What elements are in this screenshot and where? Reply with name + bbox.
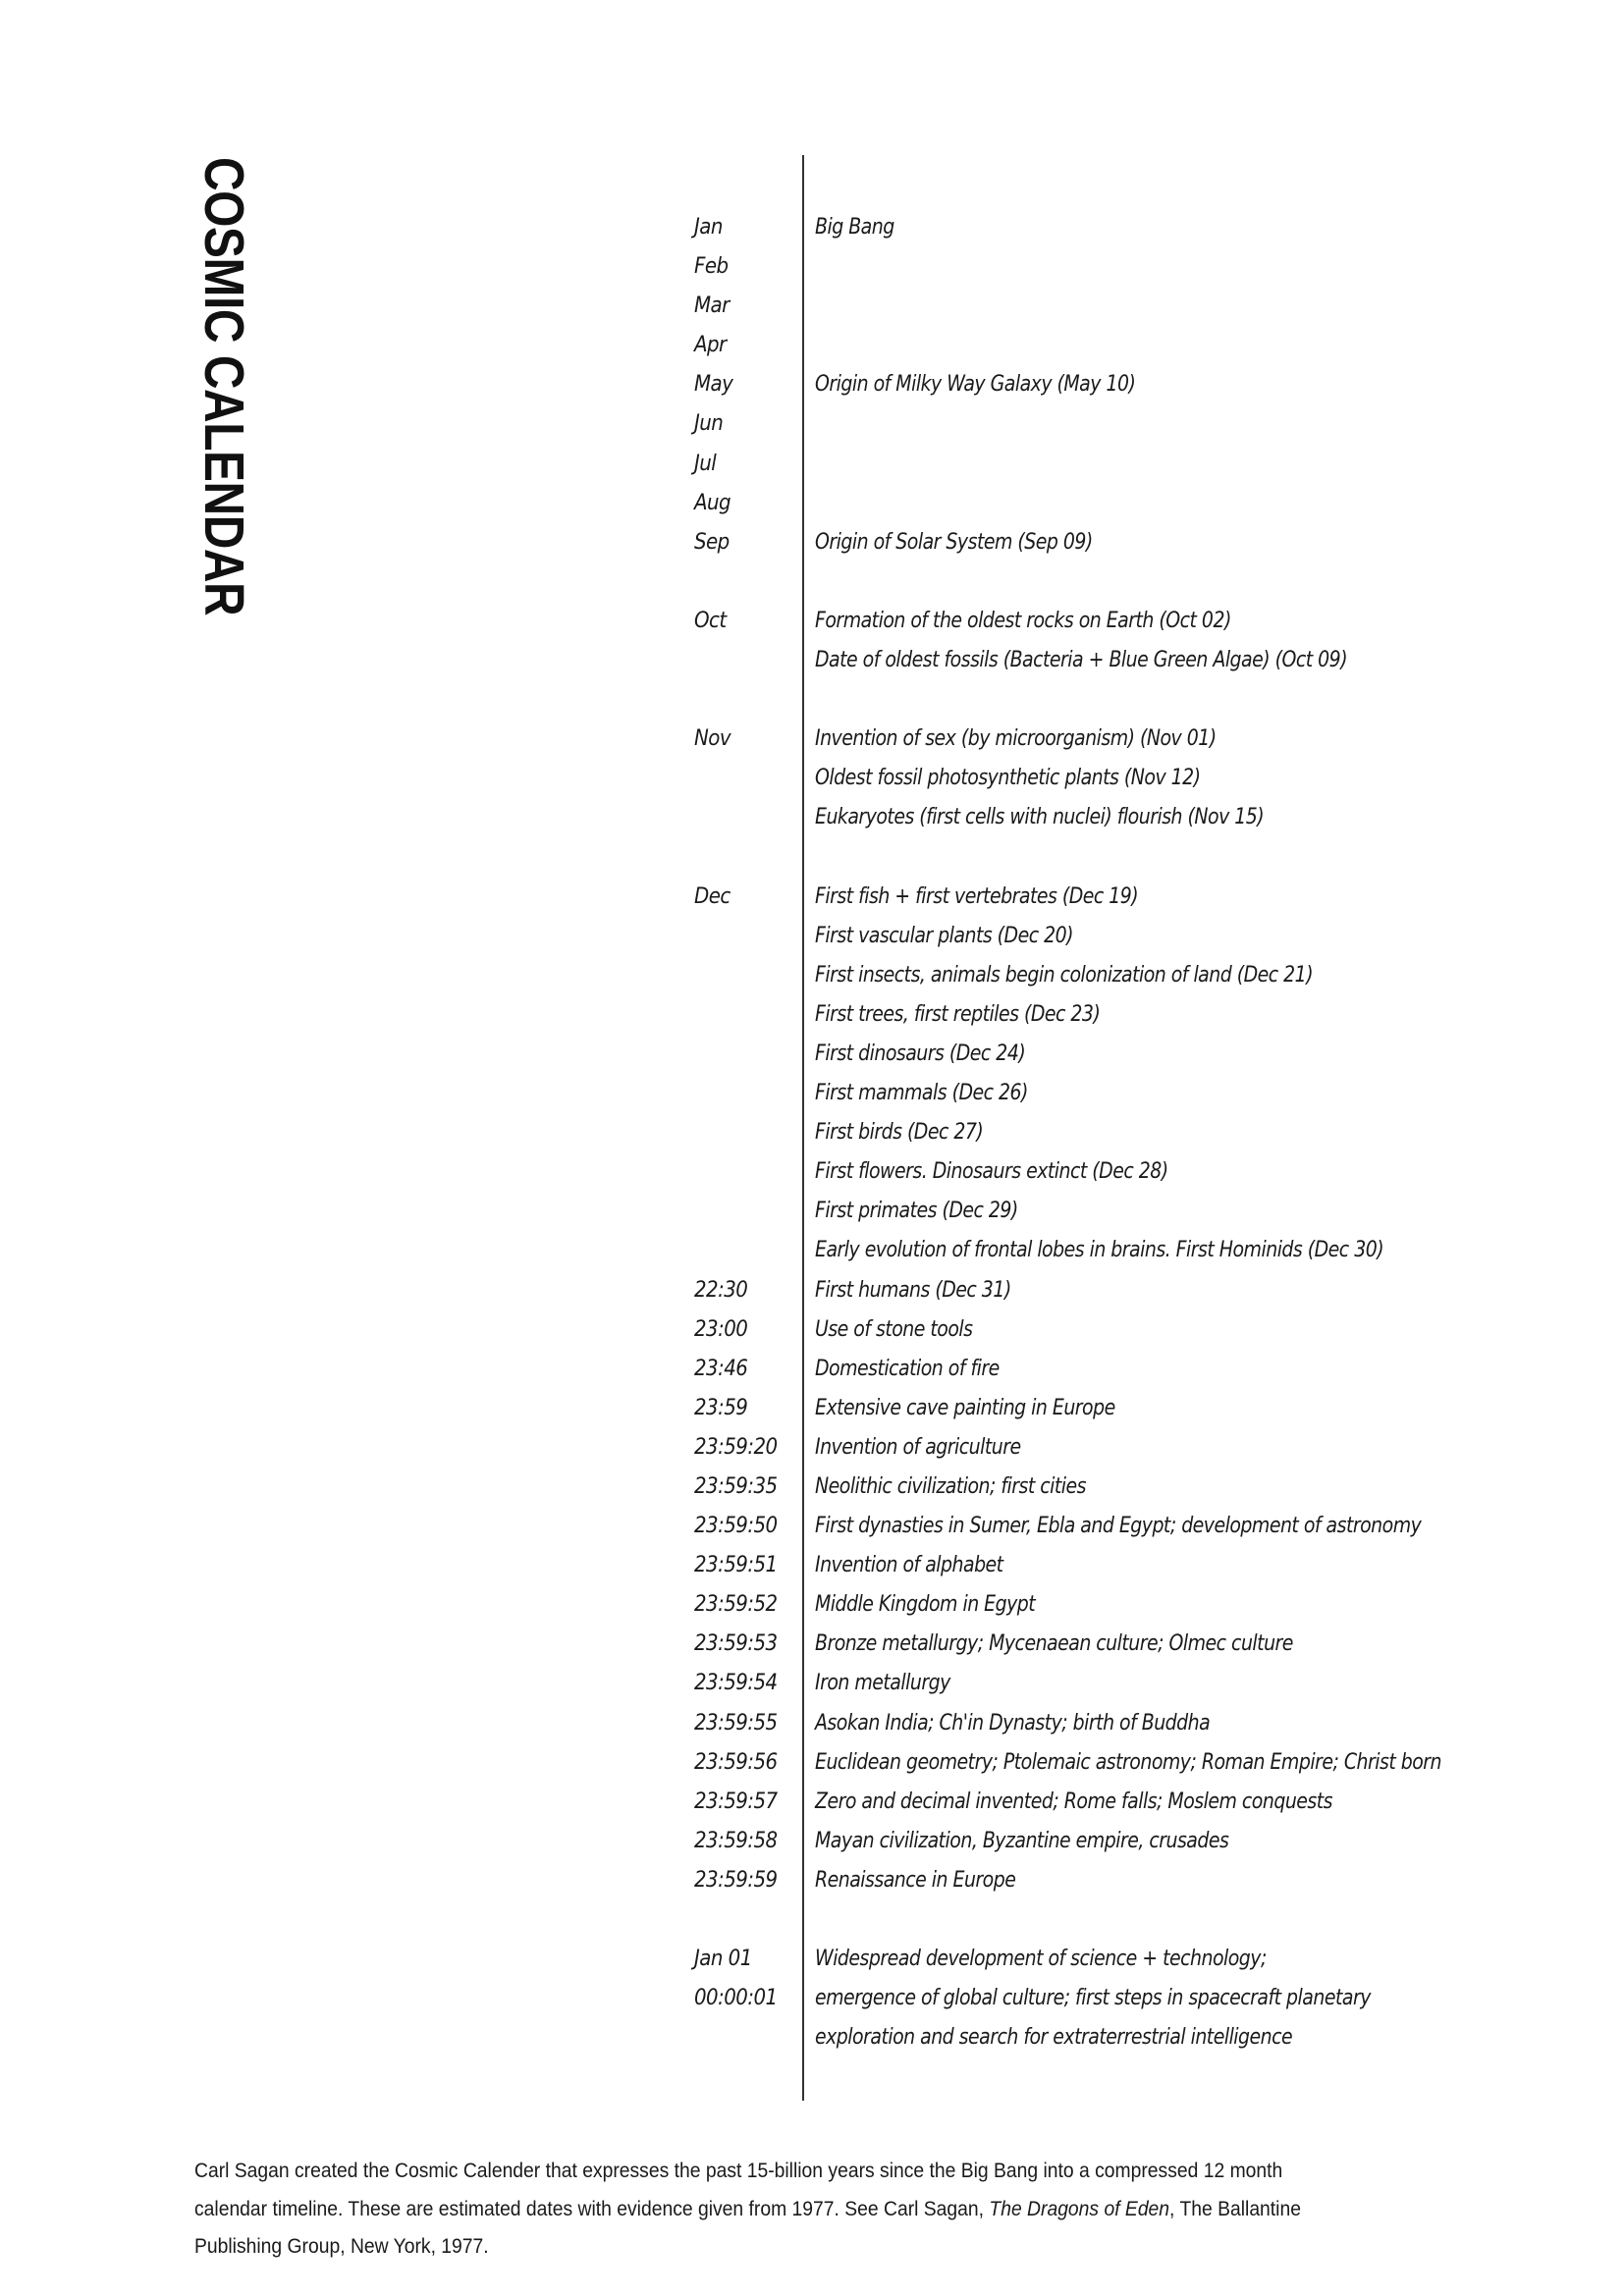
timeline-event: emergence of global culture; first steps in spacecraft planetary xyxy=(815,1986,1371,2011)
timeline-event: Mayan civilization, Byzantine empire, crusades xyxy=(815,1828,1229,1853)
footer-line-2 xyxy=(194,2191,1360,2229)
footer-line-2-tail: , The Ballantine xyxy=(1169,2197,1301,2220)
timeline-date: 23:59:50 xyxy=(694,1514,778,1539)
footer-line-3: Publishing Group, New York, 1977. xyxy=(194,2235,489,2258)
timeline-date: 23:59:53 xyxy=(694,1631,778,1657)
timeline-date: Nov xyxy=(694,726,731,752)
timeline-event: Zero and decimal invented; Rome falls; Moslem conquests xyxy=(815,1789,1333,1814)
timeline-row xyxy=(0,1900,1624,1940)
timeline-row xyxy=(0,602,1624,641)
timeline-event: Early evolution of frontal lobes in brains. First Hominids (Dec 30) xyxy=(815,1238,1384,1263)
timeline-date: Mar xyxy=(694,294,730,319)
timeline-row xyxy=(0,1507,1624,1546)
timeline-row xyxy=(0,995,1624,1035)
timeline-event: Big Bang xyxy=(815,215,894,240)
timeline-date: 23:59:57 xyxy=(694,1789,778,1814)
timeline-event: Use of stone tools xyxy=(815,1316,973,1342)
timeline-event: Eukaryotes (first cells with nuclei) flourish (Nov 15) xyxy=(815,805,1265,830)
timeline-row xyxy=(0,523,1624,562)
timeline-date: 23:59:59 xyxy=(694,1867,778,1893)
timeline-row xyxy=(0,2018,1624,2057)
timeline-row xyxy=(0,1074,1624,1113)
timeline-event: First fish + first vertebrates (Dec 19) xyxy=(815,883,1139,909)
timeline-row xyxy=(0,1625,1624,1664)
timeline-date: 00:00:01 xyxy=(694,1986,778,2011)
timeline-event: First primates (Dec 29) xyxy=(815,1199,1018,1224)
timeline-row xyxy=(0,1940,1624,1979)
timeline-row xyxy=(0,326,1624,365)
timeline-date: 23:46 xyxy=(694,1356,748,1381)
timeline-row xyxy=(0,720,1624,759)
timeline-date: 23:59:54 xyxy=(694,1671,778,1696)
timeline-date: Feb xyxy=(694,254,729,280)
timeline-row xyxy=(0,917,1624,956)
book-title: The Dragons of Eden xyxy=(989,2197,1170,2220)
timeline-row xyxy=(0,798,1624,837)
timeline-event: Euclidean geometry; Ptolemaic astronomy; Roman Empire; Christ born xyxy=(815,1749,1442,1775)
timeline-row xyxy=(0,1113,1624,1152)
timeline-row xyxy=(0,1979,1624,2018)
timeline-event: Date of oldest fossils (Bacteria + Blue Green Algae) (Oct 09) xyxy=(815,648,1348,673)
timeline-date: Aug xyxy=(694,490,731,515)
timeline-row xyxy=(0,1350,1624,1389)
timeline-event: Bronze metallurgy; Mycenaean culture; Olmec culture xyxy=(815,1631,1293,1657)
timeline-event: exploration and search for extraterrestrial intelligence xyxy=(815,2025,1293,2051)
timeline-event: Asokan India; Ch'in Dynasty; birth of Buddha xyxy=(815,1710,1211,1735)
timeline-row xyxy=(0,445,1624,484)
timeline-row xyxy=(0,1389,1624,1428)
timeline-event: Invention of sex (by microorganism) (Nov 01) xyxy=(815,726,1217,752)
timeline-event: Domestication of fire xyxy=(815,1356,1000,1381)
timeline-event: First trees, first reptiles (Dec 23) xyxy=(815,1001,1101,1027)
timeline-row xyxy=(0,1428,1624,1468)
timeline-date: Jan xyxy=(694,215,723,240)
timeline-date: Jul xyxy=(694,451,717,476)
timeline-event: Extensive cave painting in Europe xyxy=(815,1395,1115,1420)
timeline-row xyxy=(0,1231,1624,1270)
timeline-date: 23:59:35 xyxy=(694,1474,778,1499)
timeline-event: Origin of Solar System (Sep 09) xyxy=(815,529,1093,555)
page-title-text: COSMIC CALENDAR xyxy=(192,157,255,616)
timeline-event: First mammals (Dec 26) xyxy=(815,1081,1028,1106)
timeline-event: Oldest fossil photosynthetic plants (Nov 12) xyxy=(815,766,1201,791)
timeline-row xyxy=(0,641,1624,680)
timeline-date: Dec xyxy=(694,883,731,909)
timeline-row xyxy=(0,208,1624,247)
timeline-event: Iron metallurgy xyxy=(815,1671,950,1696)
timeline-row xyxy=(0,1546,1624,1585)
timeline-event: First insects, animals begin colonization of land (Dec 21) xyxy=(815,962,1314,988)
timeline-row xyxy=(0,956,1624,995)
timeline-row xyxy=(0,1861,1624,1900)
timeline-row xyxy=(0,1664,1624,1703)
timeline-event: Widespread development of science + technology; xyxy=(815,1947,1267,1972)
timeline-date: 23:59:56 xyxy=(694,1749,778,1775)
timeline-row xyxy=(0,838,1624,878)
timeline-row xyxy=(0,1743,1624,1783)
timeline-event: Invention of alphabet xyxy=(815,1553,1003,1578)
timeline-row xyxy=(0,1152,1624,1192)
timeline-event: First birds (Dec 27) xyxy=(815,1120,984,1146)
timeline-list xyxy=(0,208,1624,2057)
timeline-date: Oct xyxy=(694,608,727,633)
timeline-row xyxy=(0,484,1624,523)
timeline-date: Jun xyxy=(694,411,724,437)
timeline-date: 23:59:55 xyxy=(694,1710,778,1735)
timeline-row xyxy=(0,562,1624,602)
timeline-date: 23:59:58 xyxy=(694,1828,778,1853)
timeline-date: 23:59:20 xyxy=(694,1434,778,1460)
footer-note xyxy=(194,2153,1461,2267)
timeline-event: First vascular plants (Dec 20) xyxy=(815,923,1074,948)
timeline-date: 23:59 xyxy=(694,1395,748,1420)
timeline-row xyxy=(0,404,1624,444)
timeline-event: Formation of the oldest rocks on Earth (Oct 02) xyxy=(815,608,1231,633)
timeline-date: 23:00 xyxy=(694,1316,748,1342)
timeline-row xyxy=(0,759,1624,798)
timeline-event: Middle Kingdom in Egypt xyxy=(815,1592,1036,1618)
timeline-row xyxy=(0,1310,1624,1350)
timeline-date: 23:59:51 xyxy=(694,1553,778,1578)
timeline-event: First dynasties in Sumer, Ebla and Egypt; development of astronomy xyxy=(815,1514,1422,1539)
timeline-event: First flowers. Dinosaurs extinct (Dec 28) xyxy=(815,1159,1168,1185)
timeline-row xyxy=(0,878,1624,917)
timeline-row xyxy=(0,1035,1624,1074)
timeline-row xyxy=(0,1783,1624,1822)
timeline-row xyxy=(0,1192,1624,1231)
timeline-event: Neolithic civilization; first cities xyxy=(815,1474,1086,1499)
timeline-event: Renaissance in Europe xyxy=(815,1867,1016,1893)
timeline-row xyxy=(0,1704,1624,1743)
timeline-event: Invention of agriculture xyxy=(815,1434,1021,1460)
timeline-row xyxy=(0,680,1624,720)
timeline-row xyxy=(0,247,1624,287)
timeline-row xyxy=(0,1468,1624,1507)
footer-line-1: Carl Sagan created the Cosmic Calender that expresses the past 15-billion years since the Big Bang into a compressed 12 month xyxy=(194,2160,1283,2182)
footer-line-2-text: calendar timeline. These are estimated dates with evidence given from 1977. See Carl Sagan, xyxy=(194,2197,990,2220)
timeline-date: May xyxy=(694,372,733,398)
timeline-date: Sep xyxy=(694,529,730,555)
timeline-row xyxy=(0,365,1624,404)
timeline-date: 23:59:52 xyxy=(694,1592,778,1618)
timeline-date: Apr xyxy=(694,333,727,358)
timeline-row xyxy=(0,287,1624,326)
timeline-event: First humans (Dec 31) xyxy=(815,1277,1011,1303)
timeline-row xyxy=(0,1585,1624,1625)
timeline-event: First dinosaurs (Dec 24) xyxy=(815,1041,1026,1066)
timeline-row xyxy=(0,1271,1624,1310)
timeline-row xyxy=(0,1822,1624,1861)
timeline-event: Origin of Milky Way Galaxy (May 10) xyxy=(815,372,1136,398)
timeline-date: 22:30 xyxy=(694,1277,748,1303)
timeline-date: Jan 01 xyxy=(694,1947,752,1972)
